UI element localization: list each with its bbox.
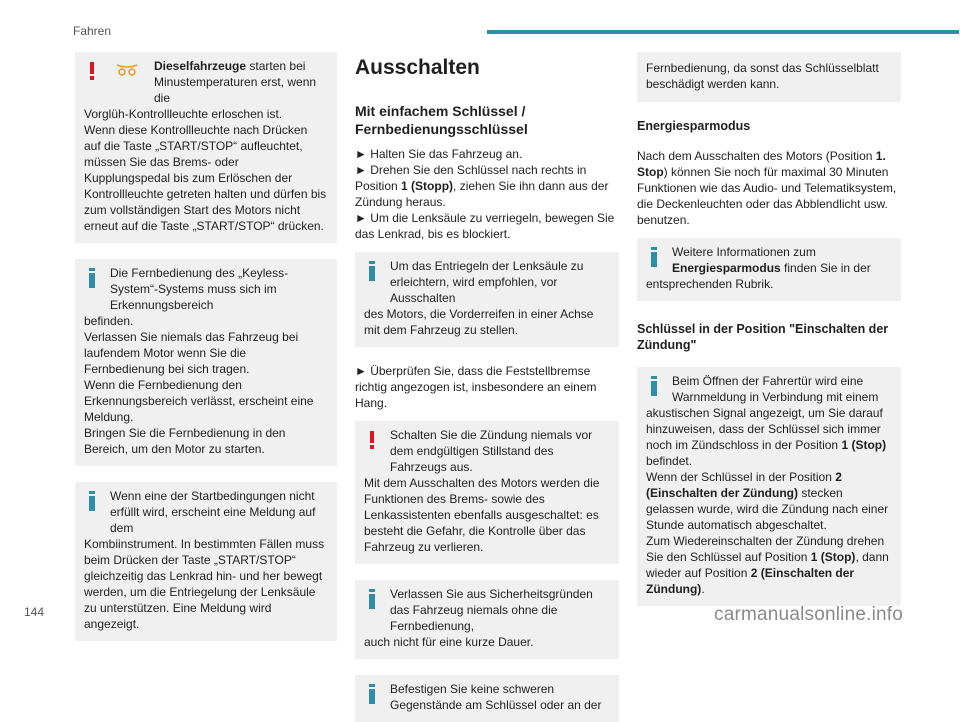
- key-ignition-info-box: Beim Öffnen der Fahrertür wird eine Warnmeldung in Verbindung mit einem akustischen Signal angezeigt, um Sie darauf hinzuweisen, dass der Schlüssel sich immer noch im Zündschloss in der Position 1 (Stop) befindet. Wenn der Schlüssel in der Position 2 (Einschalten der Zündung) stecken gelassen wurde, wird die Zündung nach einer Stunde automatisch abgeschaltet. Zum Wiedereinschalten der Zündung drehen Sie den Schlüssel auf Position 1 (Stop), dann wieder auf Position 2 (Einschalten der Zündung).: [637, 367, 901, 606]
- key-ignition-heading: Schlüssel in der Position "Einschalten der Zündung": [637, 322, 889, 352]
- instruction-steps: ► Halten Sie das Fahrzeug an. ► Drehen Sie den Schlüssel nach rechts in Position 1 (Stopp), ziehen Sie ihn dann aus der Zündung heraus. ► Um die Lenksäule zu verriegeln, bewegen Sie das Lenkrad, bis es blockiert.: [355, 147, 615, 241]
- warning-icon: [370, 431, 374, 449]
- steering-lock-note-box: Um das Entriegeln der Lenksäule zu erleichtern, wird empfohlen, vor Ausschalten des Motors, die Vorderreifen in einer Achse mit dem Fahrzeug zu stellen.: [355, 252, 619, 347]
- watermark: carmanualsonline.info: [714, 604, 904, 625]
- energy-saving-heading: Energiesparmodus: [637, 119, 751, 133]
- remote-safety-note-box: Verlassen Sie aus Sicherheitsgründen das Fahrzeug niemals ohne die Fernbedienung, auch nicht für eine kurze Dauer.: [355, 580, 619, 659]
- column-right: [637, 52, 901, 622]
- info-icon: [369, 261, 375, 281]
- keyless-note-box: Die Fernbedienung des „Keyless-System“-Systems muss sich im Erkennungsbereich befinden. Verlassen Sie niemals das Fahrzeug bei laufendem Motor wenn Sie die Fernbedienung bei sich tragen. Wenn die Fernbedienung den Erkennungsbereich verlässt, erscheint eine Meldung. Bringen Sie die Fernbedienung in den Bereich, um den Motor zu starten.: [75, 259, 337, 466]
- page-number: 144: [24, 605, 45, 619]
- info-icon: [651, 247, 657, 267]
- section-heading: Ausschalten: [355, 56, 480, 79]
- warning-icon: [90, 62, 94, 80]
- column-left: [75, 52, 337, 657]
- energy-saving-info-box: Weitere Informationen zum Energiesparmodus finden Sie in der entsprechenden Rubrik.: [637, 238, 901, 301]
- diesel-note-box: Dieselfahrzeuge starten bei Minustemperaturen erst, wenn die Vorglüh-Kontrollleuchte erloschen ist. Wenn diese Kontrollleuchte nach Drücken auf die Taste „START/STOP“ aufleuchtet, müssen Sie das Brems- oder Kupplungspedal bis zum Erlöschen der Kontrollleuchte getreten halten und dürfen bis zum vollständigen Start des Motors nicht erneut auf die Taste „START/STOP“ drücken.: [75, 52, 337, 243]
- key-weight-note-continued: Fernbedienung, da sonst das Schlüsselblatt beschädigt werden kann.: [637, 52, 901, 102]
- start-conditions-note-box: Wenn eine der Startbedingungen nicht erfüllt wird, erscheint eine Meldung auf dem Kombiinstrument. In bestimmten Fällen muss beim Drücken der Taste „START/STOP“ gleichzeitig das Lenkrad hin- und her bewegt werden, um die Entriegelung der Lenksäule zu unterstützen. Eine Meldung wird angezeigt.: [75, 482, 337, 641]
- subsection-heading: Mit einfachem Schlüssel / Fernbedienungsschlüssel: [355, 103, 528, 137]
- glow-plug-icon: [116, 64, 138, 76]
- instruction-step: ► Überprüfen Sie, dass die Feststellbremse richtig angezogen ist, insbesondere an einem Hang.: [355, 364, 597, 410]
- info-icon: [651, 376, 657, 396]
- section-title: Fahren: [73, 24, 112, 38]
- column-middle: [355, 52, 619, 722]
- header-accent-bar: [487, 30, 959, 34]
- info-icon: [369, 684, 375, 704]
- ignition-warning-box: Schalten Sie die Zündung niemals vor dem endgültigen Stillstand des Fahrzeugs aus. Mit dem Ausschalten des Motors werden die Funktionen des Brems- sowie des Lenkassistenten ebenfalls ausgeschaltet: es besteht die Gefahr, die Kontrolle über das Fahrzeug zu verlieren.: [355, 421, 619, 564]
- info-icon: [89, 268, 95, 288]
- info-icon: [369, 589, 375, 609]
- energy-saving-paragraph: Nach dem Ausschalten des Motors (Position 1. Stop) können Sie noch für maximal 30 Minuten Funktionen wie das Audio- und Telematiksystem, die Deckenleuchten oder das Abblendlicht usw. benutzen.: [637, 149, 897, 227]
- info-icon: [89, 491, 95, 511]
- key-weight-note-box: Befestigen Sie keine schweren Gegenstände am Schlüssel oder an der: [355, 675, 619, 722]
